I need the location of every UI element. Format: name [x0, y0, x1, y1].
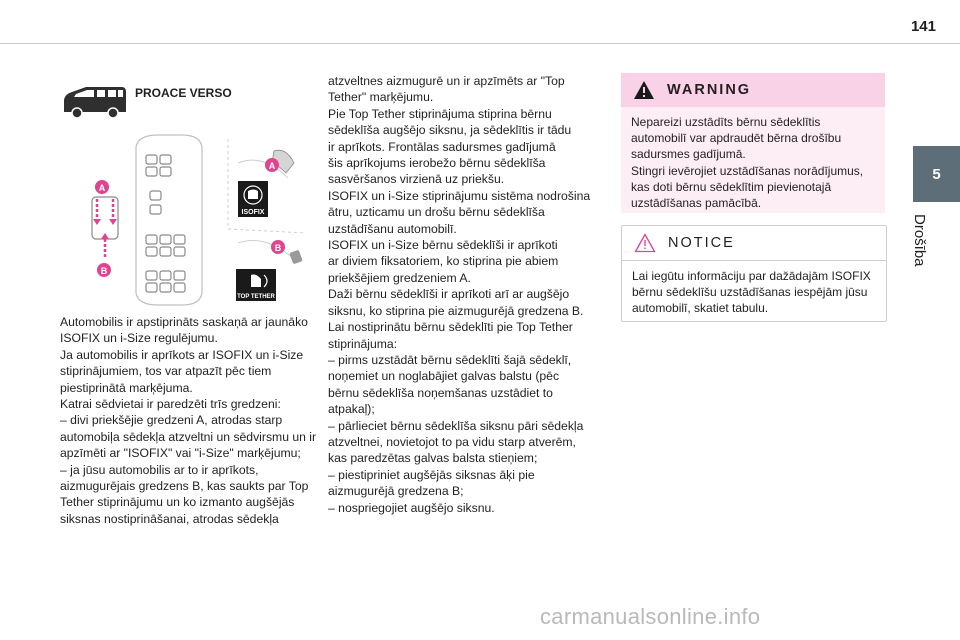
- text-line: apzīmēti ar "ISOFIX" vai "i-Size" marķējumu;: [60, 446, 301, 461]
- top-tether-badge-label: TOP TETHER: [237, 294, 275, 300]
- van-icon: [60, 84, 130, 120]
- warning-title: WARNING: [667, 82, 752, 98]
- text-line: Lai iegūtu informāciju par dažādajām ISOFIX: [632, 269, 871, 283]
- text-line: – pirms uzstādāt bērnu sēdeklīti šajā sēdeklī,: [328, 352, 572, 367]
- text-line: šis aprīkojums ierobežo bērnu sēdeklīša: [328, 156, 546, 171]
- text-line: – piestipriniet augšējās siksnas āķi pie: [328, 467, 535, 482]
- notice-triangle-icon: [634, 233, 656, 253]
- text-line: – nospriegojiet augšējo siksnu.: [328, 500, 495, 515]
- text-line: Pie Top Tether stiprinājuma stiprina bērnu: [328, 106, 552, 121]
- chapter-number: 5: [932, 165, 941, 183]
- text-line: ir aprīkots. Frontālas sadursmes gadījumā: [328, 139, 556, 154]
- footer-watermark: carmanualsonline.info: [540, 604, 761, 629]
- body-text-column-2: [328, 73, 603, 516]
- text-line: priekšējiem gredzeniem A.: [328, 270, 471, 285]
- text-line: ātru, uzticamu un drošu bērnu sēdeklīša: [328, 205, 545, 220]
- text-line: Tether" marķējumu.: [328, 90, 434, 105]
- text-line: – divi priekšējie gredzeni A, atrodas starp: [60, 413, 283, 428]
- text-line: ar diviem fiksatoriem, ko stiprina pie abiem: [328, 254, 559, 269]
- isofix-diagram: [88, 133, 308, 311]
- vehicle-label: PROACE VERSO: [135, 86, 232, 100]
- text-line: – ja jūsu automobilis ar to ir aprīkots,: [60, 462, 259, 477]
- text-line: ISOFIX un i-Size bērnu sēdeklīši ir aprīkoti: [328, 238, 558, 253]
- notice-body: [622, 261, 886, 317]
- text-line: piestiprinātā marķējuma.: [60, 380, 193, 395]
- text-line: sēdeklīša augšējo siksnu, ja sēdeklītis ir tādu: [328, 123, 572, 138]
- marker-b-left-label: B: [100, 266, 108, 276]
- text-line: aizmugurējā gredzena B;: [328, 484, 464, 499]
- text-line: Nepareizi uzstādīts bērnu sēdeklītis: [631, 115, 821, 129]
- text-line: kas doti bērnu sēdeklītim pievienotajā: [631, 179, 832, 194]
- text-line: atzveltnes aizmugurē un ir apzīmēts ar "Top: [328, 74, 565, 88]
- text-line: stiprinājumiem, tos var atpazīt pēc tiem: [60, 364, 272, 379]
- text-line: Katrai sēdvietai ir paredzēti trīs gredzeni:: [60, 397, 281, 412]
- text-line: ISOFIX un i-Size regulējumu.: [60, 331, 218, 346]
- text-line: Ja automobilis ir aprīkots ar ISOFIX un i-Size: [60, 347, 304, 362]
- warning-box: [621, 73, 885, 213]
- text-line: automobiļa sēdekļa atzveltni un sēdvirsmu un ir: [60, 429, 317, 444]
- marker-a-left-label: A: [98, 183, 106, 193]
- marker-a-right-label: A: [268, 161, 276, 171]
- warning-header: [621, 73, 885, 107]
- text-line: Tether stiprinājumu un ko izmanto augšējās: [60, 495, 295, 510]
- page-number: 141: [910, 18, 936, 35]
- text-line: Stingri ievērojiet uzstādīšanas norādījumus,: [631, 163, 864, 178]
- notice-title: NOTICE: [668, 235, 735, 251]
- text-line: siksnas nostiprināšanai, atrodas sēdekļa: [60, 511, 279, 526]
- text-line: automobilī, skatiet tabulu.: [632, 301, 769, 316]
- text-line: stiprinājuma:: [328, 336, 398, 351]
- text-line: aizmugurējais gredzens B, kas saukts par Top: [60, 479, 309, 494]
- warning-body: [621, 107, 885, 211]
- marker-b-right-label: B: [274, 243, 282, 253]
- chapter-title: Drošība: [911, 214, 928, 267]
- body-text-column-1: [60, 314, 330, 527]
- text-line: uzstādīšanu automobilī.: [328, 221, 457, 236]
- header-divider: [0, 43, 960, 44]
- warning-triangle-icon: [633, 80, 655, 100]
- text-line: atzveltnei, novietojot to pa vidu starp atverēm,: [328, 434, 576, 449]
- isofix-badge-label: ISOFIX: [241, 209, 265, 216]
- text-line: siksnu, ko stiprina pie aizmugurējā gredzena B.: [328, 303, 584, 318]
- text-line: kas paredzētas galvas balsta stieņiem;: [328, 451, 538, 466]
- text-line: noņemiet un noglabājiet galvas balstu (pēc: [328, 369, 560, 384]
- notice-box: [621, 225, 887, 322]
- text-line: bērnu sēdeklīšu uzstādīšanas iespējām jūsu: [632, 285, 868, 300]
- text-line: uzstādīšanas pamācībā.: [631, 196, 762, 211]
- notice-header: [622, 226, 886, 261]
- text-line: Lai nostiprinātu bērnu sēdeklīti pie Top Tether: [328, 320, 573, 335]
- text-line: Automobilis ir apstiprināts saskaņā ar jaunāko: [60, 315, 308, 329]
- text-line: sasvēršanos virzienā uz priekšu.: [328, 172, 505, 187]
- text-line: – pārlieciet bērnu sēdeklīša siksnu pāri sēdekļa: [328, 418, 584, 433]
- child-seat-side-view: [92, 197, 118, 239]
- text-line: bērnu sēdeklīša noņemšanas uzstādiet to: [328, 385, 553, 400]
- text-line: atpakaļ);: [328, 402, 375, 417]
- chapter-tab[interactable]: [913, 146, 960, 202]
- text-line: automobilī var apdraudēt bērna drošību: [631, 131, 842, 146]
- text-line: Daži bērnu sēdeklīši ir aprīkoti arī ar augšējo: [328, 287, 570, 302]
- text-line: sadursmes gadījumā.: [631, 147, 746, 162]
- text-line: ISOFIX un i-Size stiprinājumu sistēma nodrošina: [328, 188, 591, 203]
